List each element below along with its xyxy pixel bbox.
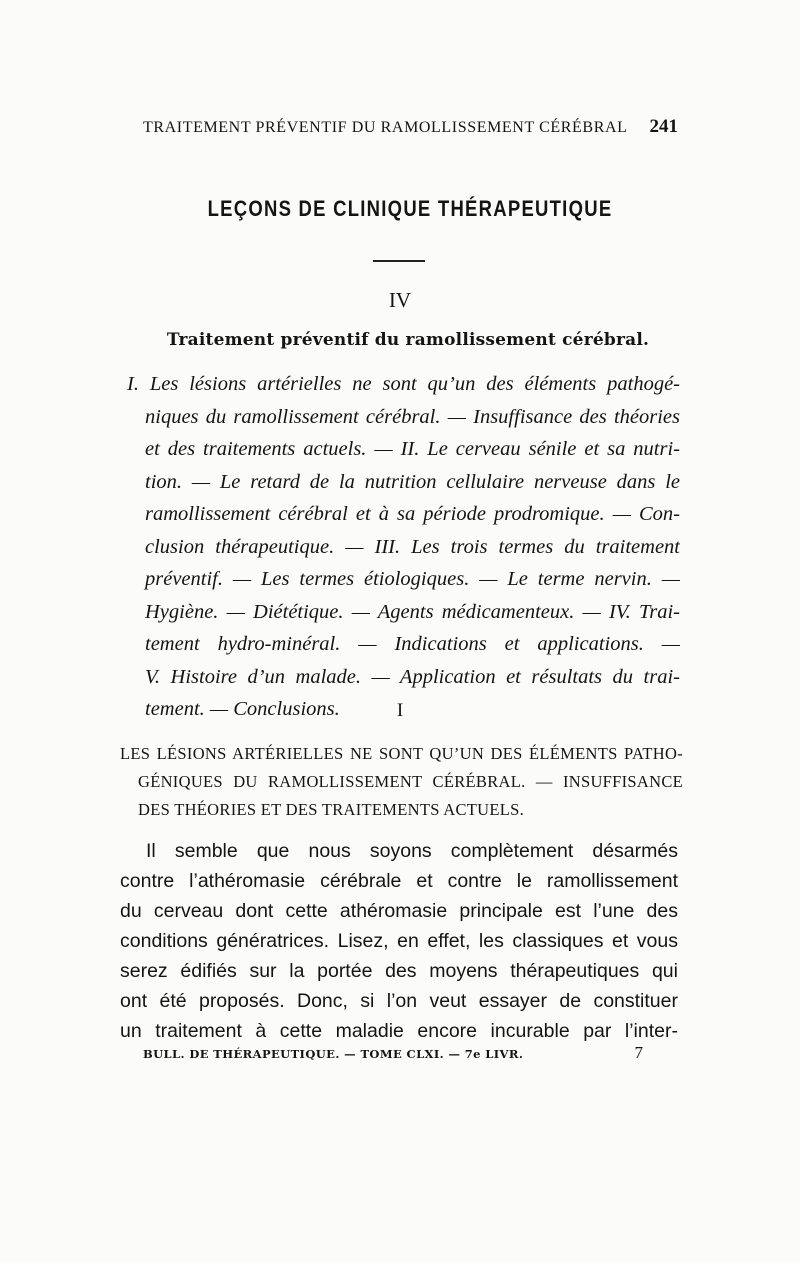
lesson-number: IV xyxy=(388,288,412,312)
summary-line: V. Histoire d’un malade. — Application et résultats du trai- xyxy=(145,665,680,688)
body-line: Il semble que nous soyons complètement désarmés xyxy=(146,840,678,862)
summary-line: préventif. — Les termes étiologiques. — Le terme nervin. — xyxy=(145,568,680,590)
body-line: du cerveau dont cette athéromasie principale est l’une des xyxy=(120,900,678,922)
summary-line: et des traitements actuels. — II. Le cerveau sénile et sa nutri- xyxy=(145,438,680,460)
running-title: TRAITEMENT PRÉVENTIF DU RAMOLLISSEMENT CÉRÉBRAL xyxy=(143,119,628,136)
section-heading-line: DES THÉORIES ET DES TRAITEMENTS ACTUELS. xyxy=(138,800,525,819)
footer-imprint: BULL. DE THÉRAPEUTIQUE. — TOME CLXI. — 7e LIVR. xyxy=(143,1047,524,1061)
lesson-title: Traitement préventif du ramollissement cérébral. xyxy=(166,330,650,350)
running-head xyxy=(143,116,678,140)
summary-line: clusion thérapeutique. — III. Les trois termes du traitement xyxy=(145,535,680,558)
section-number: I xyxy=(396,700,404,721)
signature-mark: 7 xyxy=(634,1043,643,1062)
summary-line: niques du ramollissement cérébral. — Insuffisance des théories xyxy=(145,405,680,428)
summary-line: Hygiène. — Diététique. — Agents médicamenteux. — IV. Trai- xyxy=(145,600,680,623)
section-heading-line: LES LÉSIONS ARTÉRIELLES NE SONT QU’UN DES ÉLÉMENTS PATHO- xyxy=(120,744,683,763)
page-number: 241 xyxy=(649,116,678,137)
body-line: ont été proposés. Donc, si l’on veut essayer de constituer xyxy=(120,990,678,1012)
footer xyxy=(143,1043,643,1063)
summary-line: tement. — Conclusions. xyxy=(145,698,340,720)
body-line: un traitement à cette maladie encore incurable par l’inter- xyxy=(120,1020,678,1042)
summary-line: ramollissement cérébral et à sa période prodromique. — Con- xyxy=(145,503,680,525)
body-line: conditions génératrices. Lisez, en effet, les classiques et vous xyxy=(120,930,678,952)
body-line: serez édifiés sur la portée des moyens thérapeutiques qui xyxy=(120,960,678,982)
series-title: LEÇONS DE CLINIQUE THÉRAPEUTIQUE xyxy=(207,196,613,221)
summary-line: tement hydro-minéral. — Indications et applications. — xyxy=(145,633,680,655)
title-divider xyxy=(373,260,425,262)
section-heading xyxy=(120,740,683,824)
summary-line: tion. — Le retard de la nutrition cellulaire nerveuse dans le xyxy=(145,470,680,493)
body-line: contre l’athéromasie cérébrale et contre le ramollissement xyxy=(120,870,678,892)
section-heading-line: GÉNIQUES DU RAMOLLISSEMENT CÉRÉBRAL. — INSUFFISANCE xyxy=(138,772,683,791)
summary-line: I. Les lésions artérielles ne sont qu’un des éléments pathogé- xyxy=(127,373,680,395)
body-paragraph xyxy=(120,836,678,1046)
lesson-summary xyxy=(127,368,680,726)
